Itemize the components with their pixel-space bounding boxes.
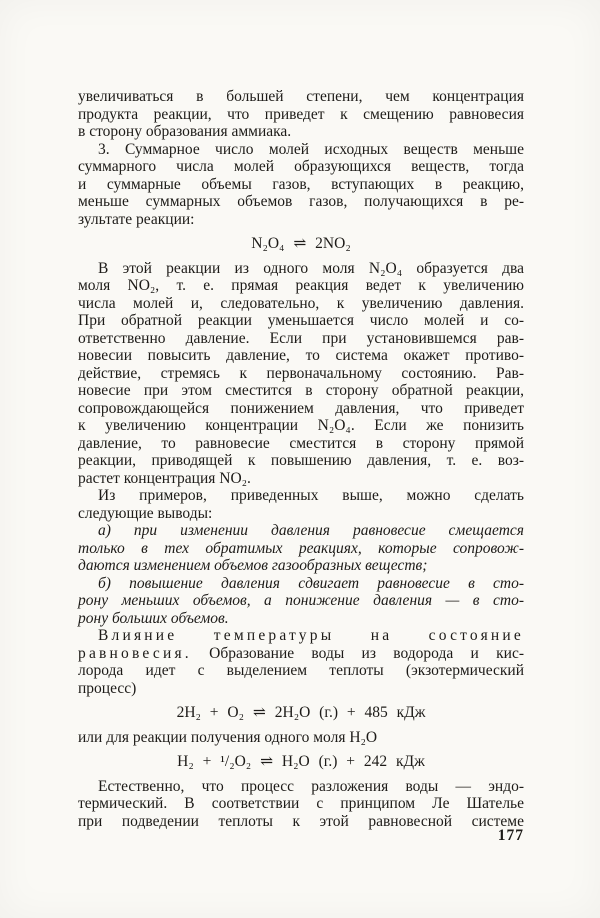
text-line: [78, 575, 524, 593]
text-line: [78, 260, 524, 278]
text-segment: даются изменением объемов газообразных веществ;: [78, 557, 428, 574]
paragraph: [78, 575, 524, 628]
text-segment: лорода идет с выделением теплоты (экзотермический: [78, 662, 524, 679]
text-segment: Из примеров, приведенных выше, можно сделать: [98, 487, 524, 504]
text-segment: суммарного числа молей образующихся веществ, тогда: [78, 158, 524, 175]
text-line: [78, 400, 524, 418]
text-line: [78, 277, 524, 295]
text-segment: следующие выводы:: [78, 504, 213, 522]
paragraph: [78, 729, 524, 747]
text-segment: и суммарные объемы газов, вступающих в реакцию,: [78, 175, 524, 193]
text-line: [78, 729, 524, 747]
text-line: [78, 88, 524, 106]
text-segment: равновесия.: [78, 644, 192, 662]
text-segment: сопровождающейся понижением давления, что приведет: [78, 399, 524, 417]
text-segment: рону больших объемов.: [78, 609, 229, 627]
paragraph: [78, 627, 524, 697]
text-segment: при подведении теплоты к этой равновесной системе: [78, 812, 524, 830]
chemical-equation: 2H₂ + O₂ ⇌ 2H₂O (г.) + 485 кДж: [176, 704, 426, 721]
text-segment: В этой реакции из одного моля N₂O₄ образуется два: [98, 259, 524, 277]
text-segment: рону меньших объемов, а понижение давления — в сто-: [78, 592, 524, 609]
paragraph: [78, 88, 524, 141]
chemical-equation: H₂ + ¹/₂O₂ ⇌ H₂O (г.) + 242 кДж: [177, 753, 425, 770]
text-segment: ответственно давление. Если при установившемся рав-: [78, 329, 524, 347]
text-segment: растет концентрация NO₂.: [78, 469, 251, 487]
text-segment: давление, то равновесие сместится в сторону прямой: [78, 434, 524, 452]
text-line: [78, 158, 524, 176]
text-line: [78, 795, 524, 813]
text-segment: меньше суммарных объемов газов, получающихся в ре-: [78, 193, 524, 210]
page-number: 177: [497, 827, 524, 844]
text-segment: увеличиваться в большей степени, чем концентрация: [78, 88, 524, 105]
text-line: [78, 347, 524, 365]
paragraph: [78, 778, 524, 831]
text-line: [78, 557, 524, 575]
paragraph: [78, 260, 524, 488]
text-segment: Влияние температуры на состояние: [98, 627, 524, 644]
text-line: [78, 382, 524, 400]
text-line: [78, 176, 524, 194]
text-line: [78, 522, 524, 540]
text-segment: 3. Суммарное число молей исходных веществ меньше: [98, 140, 524, 158]
text-segment: продукта реакции, что приведет к смещению равновесия: [78, 105, 524, 123]
text-line: [78, 312, 524, 330]
text-segment: При обратной реакции уменьшается число молей и со-: [78, 312, 524, 329]
paragraph: [78, 141, 524, 229]
text-line: [78, 211, 524, 229]
text-line: [78, 141, 524, 159]
text-line: [78, 487, 524, 505]
text-line: [78, 123, 524, 141]
text-line: [78, 417, 524, 435]
text-segment: новесие при этом сместится в сторону обратной реакции,: [78, 382, 524, 399]
text-line: [78, 452, 524, 470]
text-segment: только в тех обратимых реакциях, которые сопровож-: [78, 539, 524, 557]
text-segment: Образование воды из водорода и кис-: [191, 644, 524, 662]
text-segment: действие, стремясь к первоначальному состоянию. Рав-: [78, 364, 524, 382]
text-segment: зультате реакции:: [78, 210, 195, 228]
text-line: [78, 680, 524, 698]
text-line: [78, 662, 524, 680]
text-segment: термический. В соответствии с принципом Ле Шателье: [78, 795, 524, 812]
text-line: [78, 330, 524, 348]
text-line: [78, 627, 524, 645]
text-line: [78, 470, 524, 488]
text-segment: в сторону образования аммиака.: [78, 123, 292, 140]
text-line: [78, 106, 524, 124]
text-line: [78, 592, 524, 610]
text-segment: б) повышение давления сдвигает равновесие в сто-: [98, 574, 524, 592]
text-segment: Естественно, что процесс разложения воды — эндо-: [98, 777, 524, 795]
text-segment: числа молей и, следовательно, к увеличению давления.: [78, 294, 524, 312]
text-line: [78, 540, 524, 558]
text-line: [78, 435, 524, 453]
text-line: [78, 505, 524, 523]
paragraph: [78, 522, 524, 575]
text-segment: новесии повысить давление, то система окажет противо-: [78, 347, 524, 364]
text-line: [78, 610, 524, 628]
text-line: [78, 645, 524, 663]
text-segment: процесс): [78, 679, 137, 697]
text-segment: или для реакции получения одного моля H₂O: [78, 728, 378, 746]
text-line: [78, 365, 524, 383]
text-segment: к увеличению концентрации N₂O₄. Если же понизить: [78, 417, 524, 434]
text-segment: моля NO₂, т. е. прямая реакция ведет к увеличению: [78, 277, 524, 294]
text-line: [78, 778, 524, 796]
text-block: [78, 88, 524, 830]
paragraph: [78, 487, 524, 522]
text-line: [78, 295, 524, 313]
text-segment: а) при изменении давления равновесие смещается: [98, 522, 524, 539]
text-line: [78, 193, 524, 211]
text-segment: реакции, приводящей к повышению давления, т. е. воз-: [78, 452, 524, 469]
chemical-equation: N₂O₄ ⇌ 2NO₂: [251, 235, 351, 252]
